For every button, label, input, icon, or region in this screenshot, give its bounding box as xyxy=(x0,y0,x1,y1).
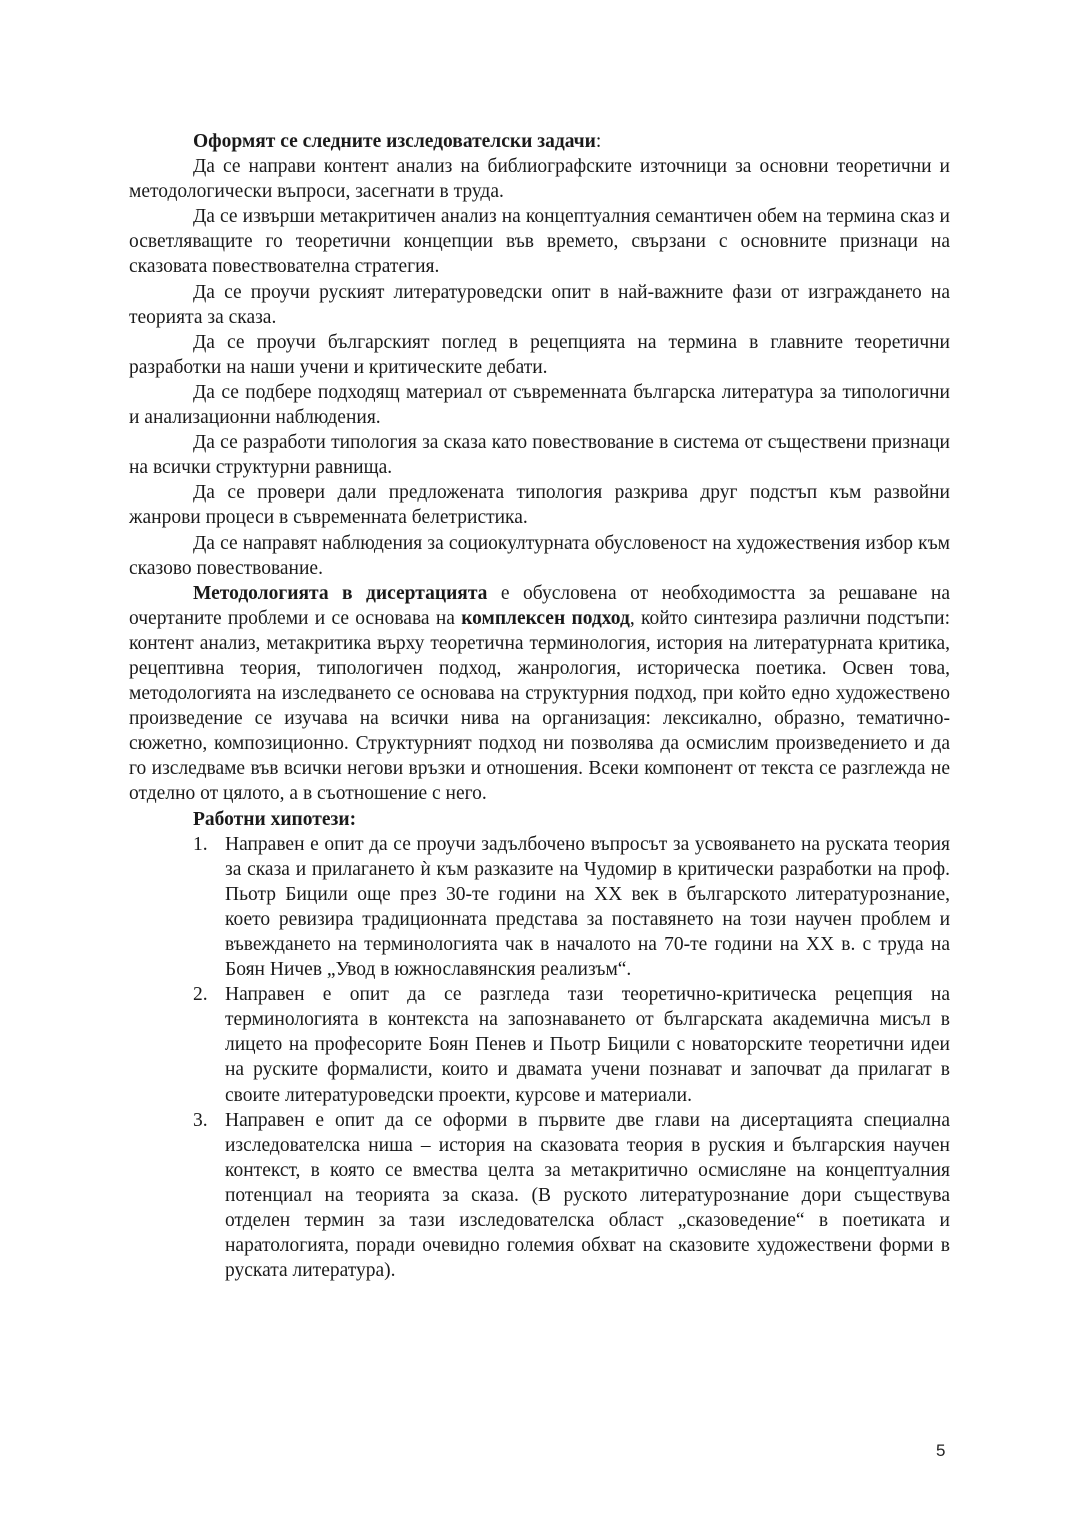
task-paragraph: Да се разработи типология за сказа като повествование в система от съществени признаци на всички структурни равнища. xyxy=(129,432,950,479)
task-paragraph: Да се направят наблюдения за социокултурната обусловеност на художествения избор към сказово повествование. xyxy=(129,532,950,579)
task-paragraph: Да се направи контент анализ на библиографските източници за основни теоретични и методологически въпроси, засегнати в труда. xyxy=(129,156,950,203)
methodology-text-2: , който синтезира различни подстъпи: контент анализ, метакритика върху теоретична терминология, история на литературната критика, рецептивна теория, типологичен подход, жанрология, историческа поетика. Освен това, методологията на изследването се основава на структурния подход, при който едно художествено произведение се изучава на всички нива на организация: лексикално, образно, тематично-сюжетно, композиционно. Структурният подход ни позволява да осмислим произведението и да го изследваме във всички негови връзки и отношения. Всеки компонент от текста се разглежда не отделно от цялото, а в съотношение с него. xyxy=(129,607,950,805)
task-paragraph: Да се проучи руският литературоведски опит в най-важните фази от изграждането на теорията за сказа. xyxy=(129,281,950,328)
methodology-complex-approach: комплексен подход xyxy=(461,607,630,629)
hypothesis-number: 1. xyxy=(193,833,208,855)
methodology-text-1: е обусловена от необходимостта за решаване на очертаните проблеми и се основава на xyxy=(129,582,950,629)
hypotheses-heading xyxy=(129,807,950,832)
hypothesis-number: 3. xyxy=(193,1109,208,1131)
hypotheses-list xyxy=(129,832,950,1284)
tasks-heading-colon: : xyxy=(595,131,602,152)
hypotheses-heading-text: Работни хипотези: xyxy=(193,808,357,830)
hypothesis-text: Направен е опит да се оформи в първите две глави на дисертацията специална изследователска ниша – история на сказовата теория в руския и българския научен контекст, в която се вмества целта за метакритично осмисляне на концептуалния потенциал на теорията за сказа. (В руското литературознание дори съществува отделен термин за тази изследователска област „сказоведение“ в поетиката и наратологията, поради очевидно големия обхват на сказовите художествени форми в руската литература). xyxy=(225,1109,950,1282)
methodology-paragraph xyxy=(129,581,950,807)
task-paragraph: Да се подбере подходящ материал от съвременната българска литература за типологични и анализационни наблюдения. xyxy=(129,381,950,429)
task-paragraph: Да се провери дали предложената типология разкрива друг подстъп към развойни жанрови процеси в съвременната белетристика. xyxy=(129,482,950,529)
tasks-heading-bold: Оформят се следните изследователски задачи xyxy=(193,131,596,152)
page-number: 5 xyxy=(936,1441,946,1460)
hypothesis-item xyxy=(129,832,950,983)
page-body xyxy=(129,129,950,1283)
hypothesis-item xyxy=(129,982,950,1107)
task-paragraph: Да се проучи българският поглед в рецепцията на термина в главните теоретични разработки на наши учени и критическите дебати. xyxy=(129,331,950,378)
tasks-heading xyxy=(129,129,950,154)
methodology-lead: Методологията в дисертацията xyxy=(193,582,488,604)
hypothesis-text: Направен е опит да се проучи задълбочено въпросът за усвояването на руската теория за сказа и прилагането ѝ към разказите на Чудомир в критически разработки на проф. Пьотр Бицили още през 30-те години на ХХ век в българското литературознание, което ревизира традиционната представа за поставянето на този научен проблем и въвеждането на терминологията чак в началото на 70-те години на ХХ в. с труда на Боян Ничев „Увод в южнославянския реализъм“. xyxy=(225,833,950,981)
hypothesis-text: Направен е опит да се разгледа тази теоретично-критическа рецепция на терминологията в контекста на запознаването от българската академична мисъл в лицето на професорите Боян Пенев и Пьотр Бицили с новаторските теоретични идеи на руските формалисти, които и двамата учени познават и започват да прилагат в своите литературоведски проекти, курсове и материали. xyxy=(225,984,950,1106)
task-paragraph: Да се извърши метакритичен анализ на концептуалния семантичен обем на термина сказ и осветляващите го теоретични концепции във времето, свързани с основните признаци на сказовата повествователна стратегия. xyxy=(129,206,950,278)
hypothesis-number: 2. xyxy=(193,984,208,1006)
hypothesis-item xyxy=(129,1108,950,1284)
